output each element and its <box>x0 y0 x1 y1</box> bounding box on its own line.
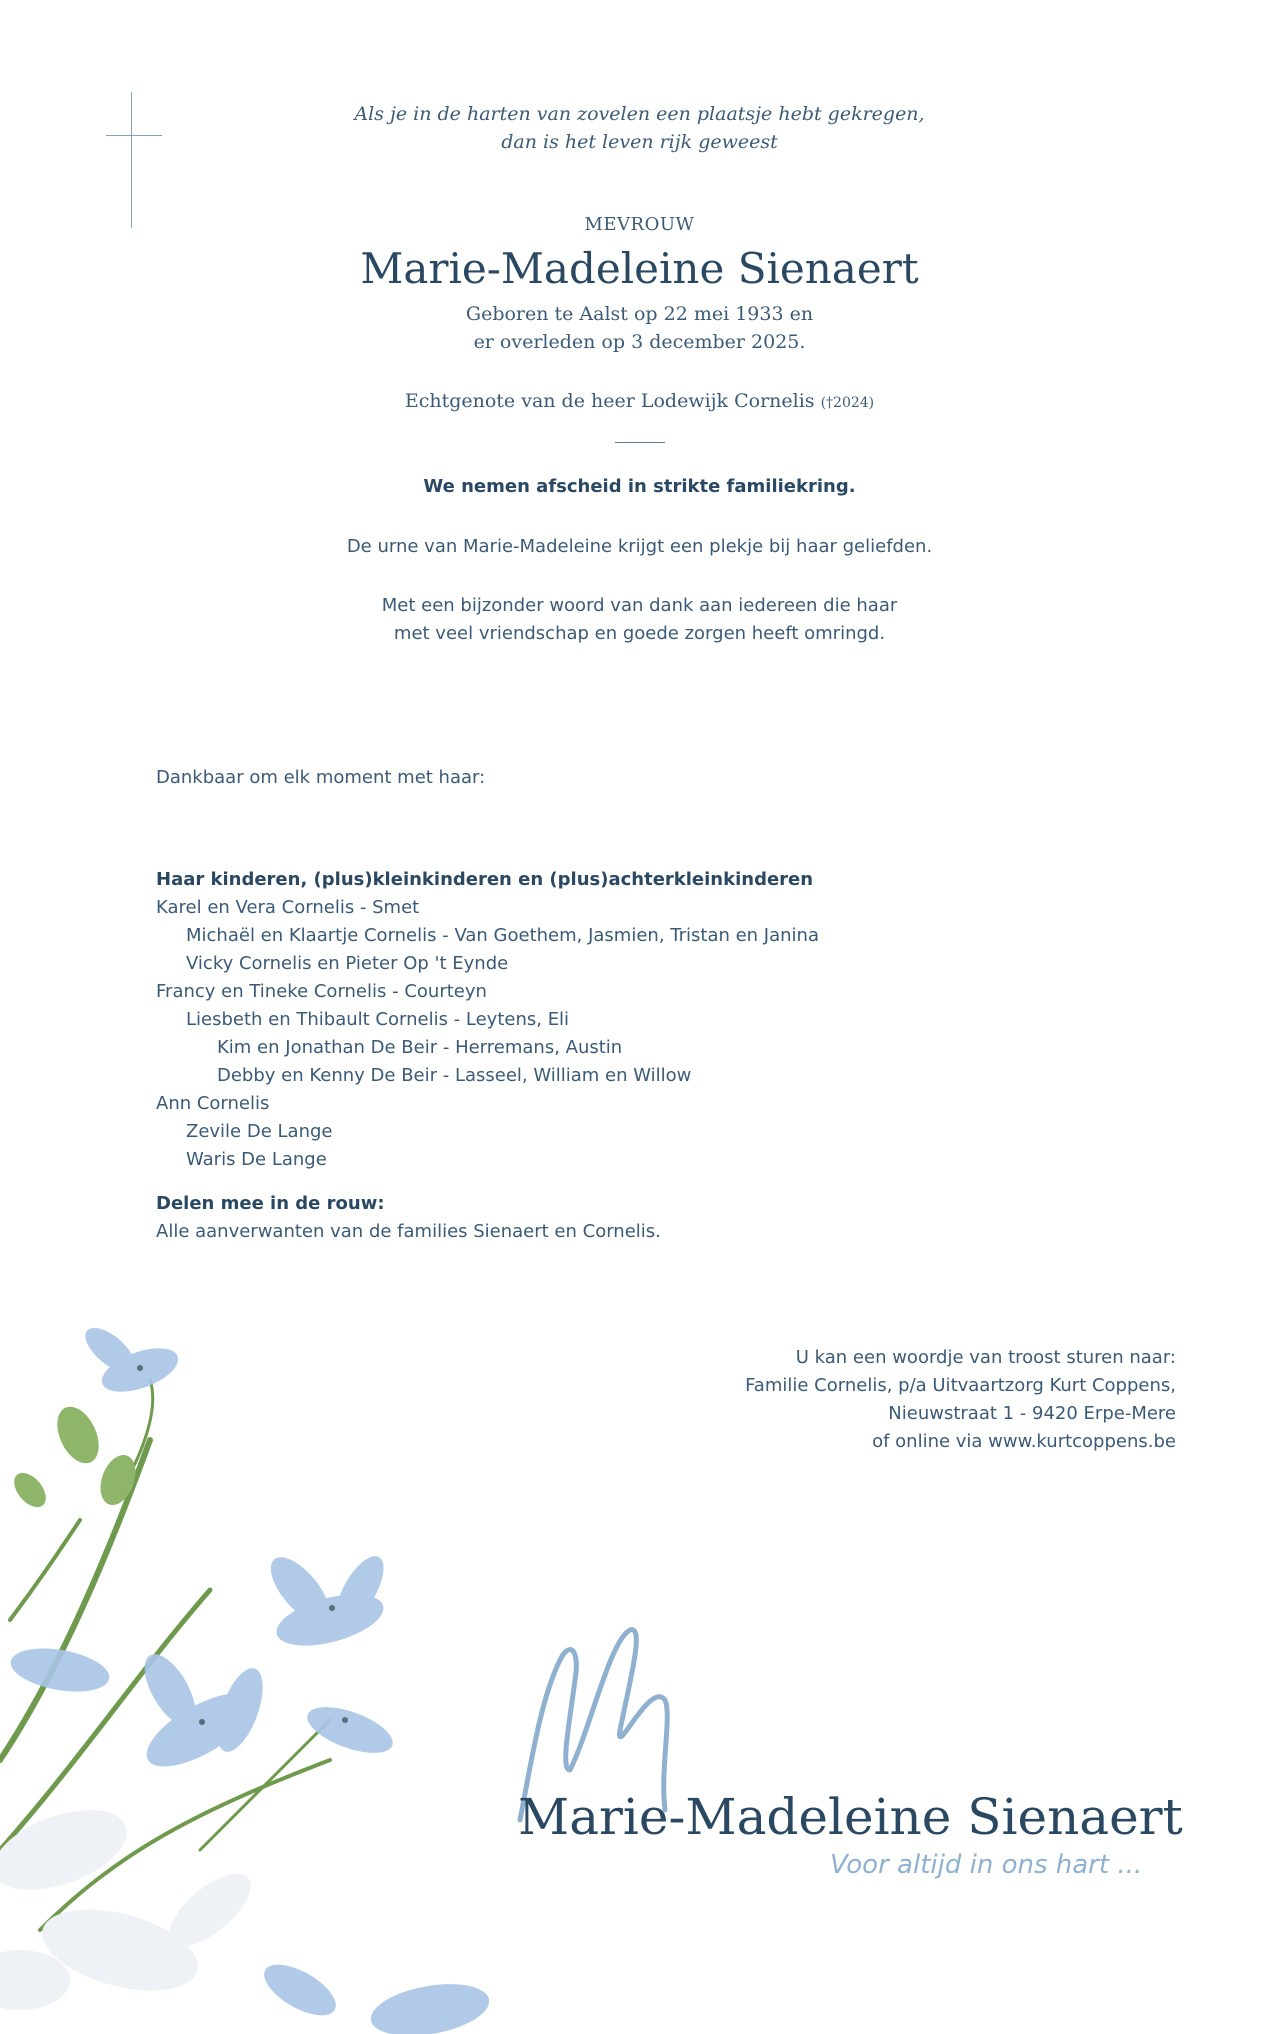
signature-subtitle: Voor altijd in ons hart ... <box>830 1850 1143 1880</box>
spouse-line <box>0 390 1279 412</box>
thanks-line-2: met veel vriendschap en goede zorgen heeft omringd. <box>393 623 886 644</box>
spouse-note: (†2024) <box>820 395 875 411</box>
quote-line-2: dan is het leven rijk geweest <box>501 131 778 153</box>
list-item: Vicky Cornelis en Pieter Op 't Eynde <box>186 953 509 974</box>
condolence-line-1: U kan een woordje van troost sturen naar: <box>795 1347 1176 1368</box>
birth-death-dates <box>0 300 1279 356</box>
condolence-line-4: of online via www.kurtcoppens.be <box>872 1431 1176 1452</box>
quote-line-1: Als je in de harten van zovelen een plaatsje hebt gekregen, <box>354 103 925 125</box>
birth-line: Geboren te Aalst op 22 mei 1933 en <box>465 303 814 325</box>
condolence-line-2: Familie Cornelis, p/a Uitvaartzorg Kurt Coppens, <box>745 1375 1176 1396</box>
list-item: Ann Cornelis <box>156 1093 270 1114</box>
list-item: Francy en Tineke Cornelis - Courteyn <box>156 981 487 1002</box>
ceremony-notice: We nemen afscheid in strikte familiekring. <box>423 476 856 497</box>
signature-name: Marie-Madeleine Sienaert <box>518 1788 1183 1846</box>
list-item: Michaël en Klaartje Cornelis - Van Goethem, Jasmien, Tristan en Janina <box>186 925 819 946</box>
mourning-heading: Delen mee in de rouw: <box>156 1193 385 1214</box>
deceased-name: Marie-Madeleine Sienaert <box>360 244 919 293</box>
list-item: Debby en Kenny De Beir - Lasseel, William en Willow <box>217 1065 692 1086</box>
divider <box>615 442 665 443</box>
family-list <box>156 866 819 1174</box>
family-heading: Haar kinderen, (plus)kleinkinderen en (plus)achterkleinkinderen <box>156 869 814 890</box>
spouse-text: Echtgenote van de heer Lodewijk Cornelis <box>404 390 815 412</box>
mourning-section <box>156 1190 661 1246</box>
opening-quote <box>0 100 1279 156</box>
grateful-line: Dankbaar om elk moment met haar: <box>156 767 486 788</box>
flowers-illustration <box>0 1290 520 2034</box>
list-item: Kim en Jonathan De Beir - Herremans, Austin <box>217 1037 623 1058</box>
thanks-line-1: Met een bijzonder woord van dank aan iedereen die haar <box>381 595 898 616</box>
urn-notice: De urne van Marie-Madeleine krijgt een plekje bij haar geliefden. <box>346 536 933 557</box>
condolence-address <box>745 1344 1176 1456</box>
mourning-text: Alle aanverwanten van de families Sienaert en Cornelis. <box>156 1221 661 1242</box>
honorific: MEVROUW <box>584 214 695 235</box>
thanks-message <box>0 592 1279 648</box>
list-item: Liesbeth en Thibault Cornelis - Leytens, Eli <box>186 1009 570 1030</box>
condolence-line-3: Nieuwstraat 1 - 9420 Erpe-Mere <box>888 1403 1176 1424</box>
list-item: Zevile De Lange <box>186 1121 333 1142</box>
list-item: Waris De Lange <box>186 1149 327 1170</box>
list-item: Karel en Vera Cornelis - Smet <box>156 897 420 918</box>
death-line: er overleden op 3 december 2025. <box>473 331 806 353</box>
